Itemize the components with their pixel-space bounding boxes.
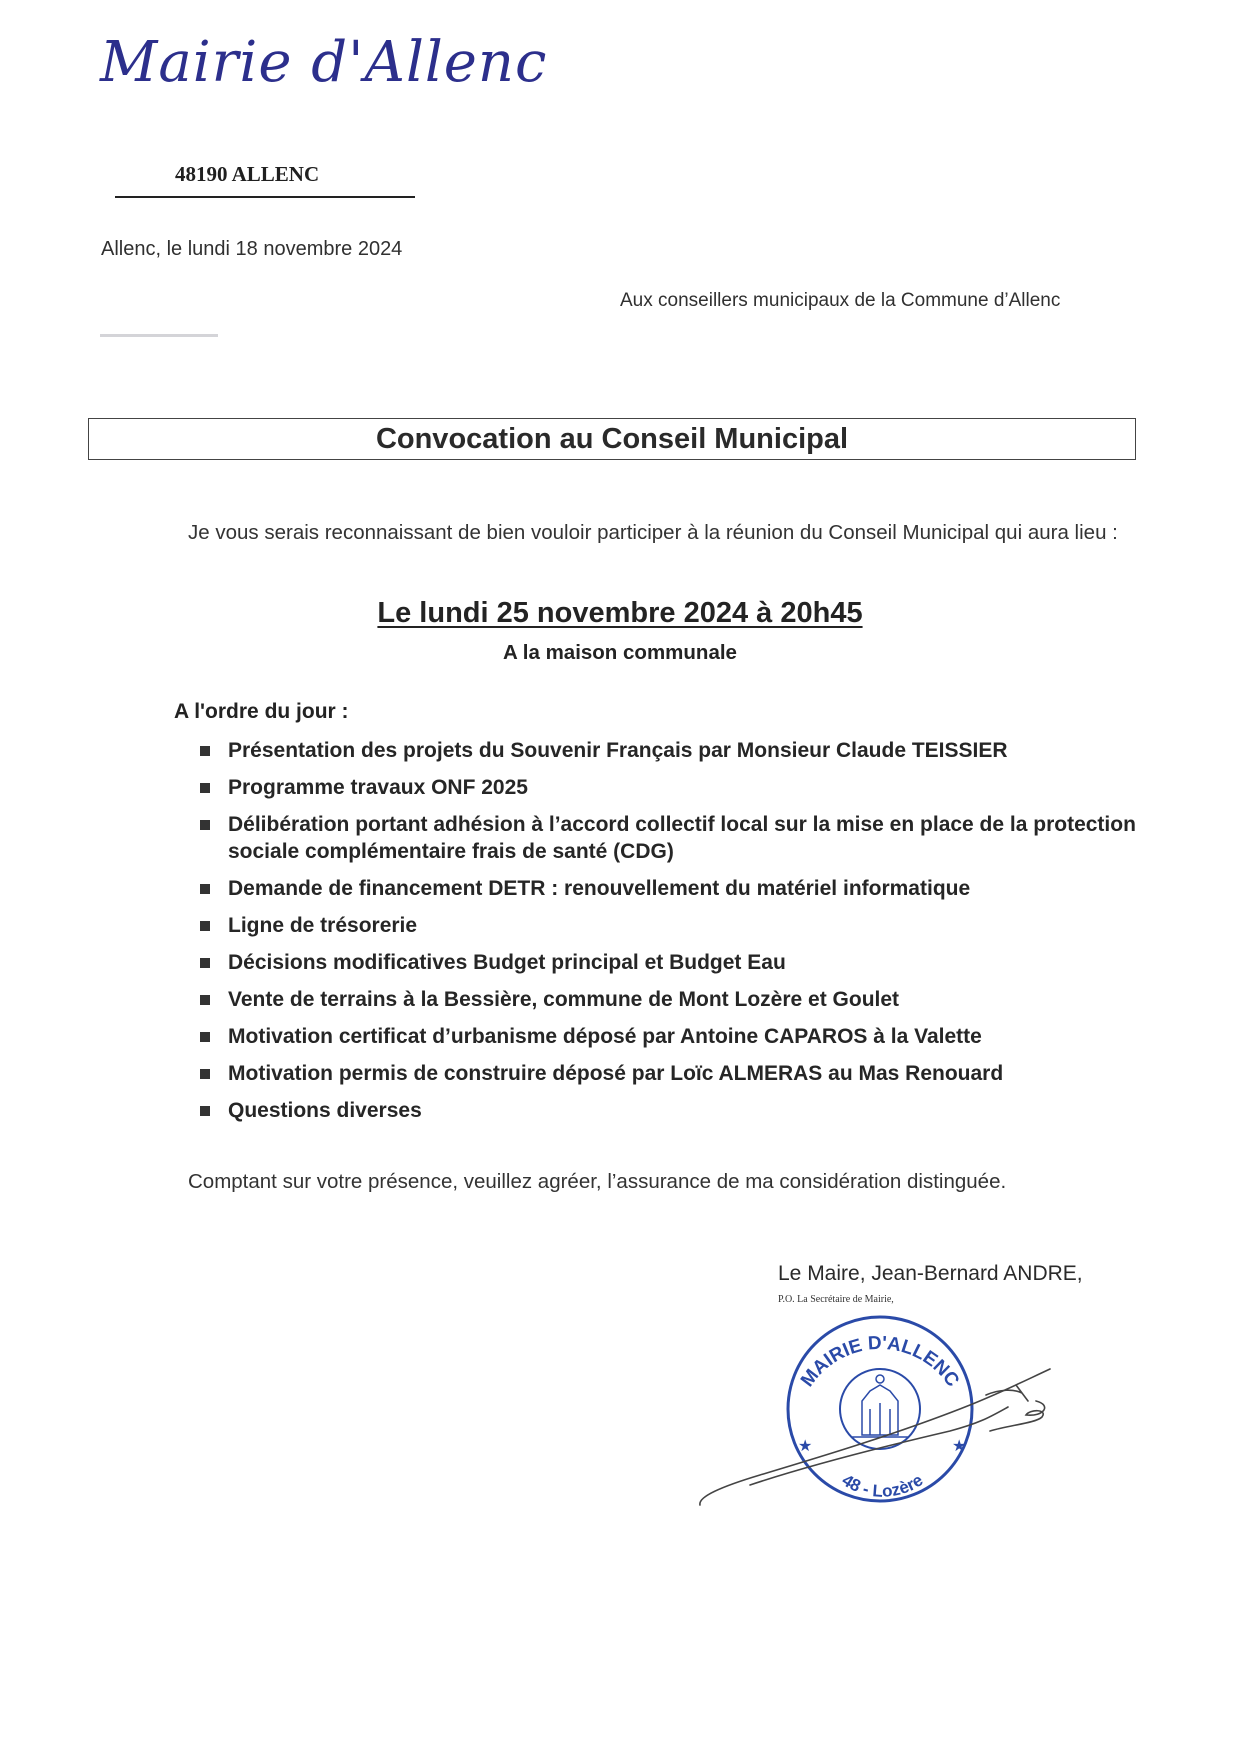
mairie-logo: Mairie d'Allenc [100, 30, 548, 95]
document-title: Convocation au Conseil Municipal [375, 422, 849, 455]
svg-text:MAIRIE D'ALLENC: MAIRIE D'ALLENC [796, 1332, 964, 1391]
square-bullet-icon [200, 884, 210, 894]
meeting-date [0, 597, 1240, 630]
title-box [88, 418, 1136, 460]
postal-address: 48190 ALLENC [175, 162, 320, 186]
square-bullet-icon [200, 1069, 210, 1079]
intro-paragraph: Je vous serais reconnaissant de bien vouloir participer à la réunion du Conseil Municipal qui aura lieu : [188, 521, 1118, 544]
square-bullet-icon [200, 746, 210, 756]
stamp-emblem-icon [852, 1375, 908, 1437]
square-bullet-icon [200, 1032, 210, 1042]
signer-subtitle: P.O. La Secrétaire de Mairie, [778, 1294, 894, 1305]
agenda-item [196, 912, 1136, 939]
agenda-item-text: Demande de financement DETR : renouvellement du matériel informatique [228, 877, 971, 900]
meeting-date-text: Le lundi 25 novembre 2024 à 20h45 [377, 597, 863, 629]
agenda-item-text: Motivation permis de construire déposé par Loïc ALMERAS au Mas Renouard [228, 1062, 1004, 1085]
meeting-place: A la maison communale [503, 641, 737, 664]
svg-text:48 - Lozère: 48 - Lozère [838, 1470, 927, 1501]
agenda-item [196, 811, 1136, 865]
agenda-item [196, 1023, 1136, 1050]
agenda-item [196, 1097, 1136, 1124]
letterhead-divider [115, 196, 415, 198]
square-bullet-icon [200, 958, 210, 968]
agenda-item-text: Délibération portant adhésion à l’accord collectif local sur la mise en place de la protection sociale complémentaire frais de santé (CDG) [228, 813, 1136, 863]
agenda-item-text: Motivation certificat d’urbanisme déposé par Antoine CAPAROS à la Valette [228, 1025, 982, 1048]
signer-name: Le Maire, Jean-Bernard ANDRE, [778, 1262, 1083, 1285]
agenda-item-text: Décisions modificatives Budget principal et Budget Eau [228, 951, 786, 974]
agenda-item-text: Présentation des projets du Souvenir Français par Monsieur Claude TEISSIER [228, 739, 1008, 762]
agenda-list [196, 737, 1136, 1134]
square-bullet-icon [200, 783, 210, 793]
agenda-item [196, 986, 1136, 1013]
agenda-item-text: Vente de terrains à la Bessière, commune de Mont Lozère et Goulet [228, 988, 900, 1011]
agenda-item-text: Ligne de trésorerie [228, 914, 418, 937]
agenda-item [196, 949, 1136, 976]
agenda-item-text: Questions diverses [228, 1099, 422, 1122]
agenda-item [196, 737, 1136, 764]
square-bullet-icon [200, 820, 210, 830]
mairie-stamp [690, 1305, 1110, 1525]
recipient-line: Aux conseillers municipaux de la Commune d’Allenc [620, 290, 1061, 311]
star-icon: ★ [952, 1438, 967, 1455]
agenda-item [196, 774, 1136, 801]
closing-line: Comptant sur votre présence, veuillez agréer, l’assurance de ma considération distinguée. [188, 1170, 1007, 1193]
square-bullet-icon [200, 995, 210, 1005]
square-bullet-icon [200, 1106, 210, 1116]
agenda-item [196, 1060, 1136, 1087]
agenda-item-text: Programme travaux ONF 2025 [228, 776, 528, 799]
star-icon: ★ [798, 1438, 813, 1455]
square-bullet-icon [200, 921, 210, 931]
scan-mark [100, 334, 218, 337]
agenda-item [196, 875, 1136, 902]
agenda-title: A l'ordre du jour : [174, 700, 349, 723]
date-line: Allenc, le lundi 18 novembre 2024 [101, 238, 403, 260]
